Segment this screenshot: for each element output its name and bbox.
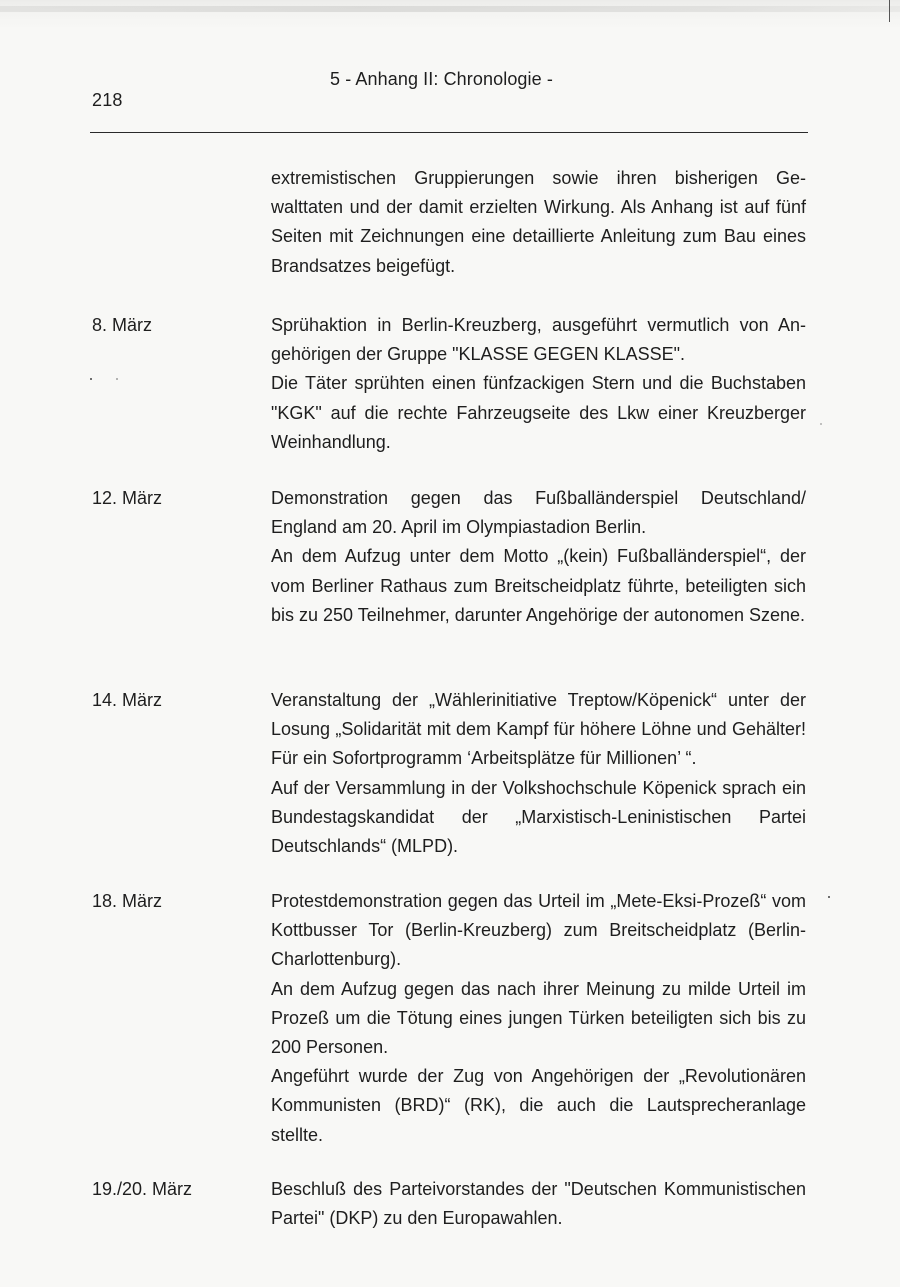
entry-date: 18. März <box>92 891 163 911</box>
continuation-text <box>271 164 806 281</box>
entry-text <box>271 887 806 1150</box>
entry-paragraph: Protestdemonstration gegen das Urteil im „Mete-Eksi-Prozeß“ vom Kottbusser Tor (Berlin-Kreuzberg) zum Breitscheidplatz (Berlin-Charlottenburg). <box>271 891 806 970</box>
entry-paragraph: Die Täter sprühten einen fünfzackigen Stern und die Buchstaben "KGK" auf die rechte Fahrzeugseite des Lkw einer Kreuzberger Weinhandlung. <box>271 373 806 452</box>
entry-paragraph: Beschluß des Parteivorstandes der "Deutschen Kommunistischen Partei" (DKP) zu den Europawahlen. <box>271 1179 806 1229</box>
entry-paragraph: Angeführt wurde der Zug von Angehörigen der „Revolutionären Kommunisten (BRD)“ (RK), die auch die Lautsprecheranlage stellte. <box>271 1066 806 1145</box>
entry-text <box>271 686 806 861</box>
entry-text <box>271 1175 806 1233</box>
entry-paragraph: Sprühaktion in Berlin-Kreuzberg, ausgeführt vermutlich von Angehörigen der Gruppe "KLASSE GEGEN KLASSE". <box>271 315 806 365</box>
entry-paragraph: An dem Aufzug gegen das nach ihrer Meinung zu milde Urteil im Prozeß um die Tötung eines jungen Türken beteiligten sich bis zu 200 Personen. <box>271 978 806 1058</box>
scan-speck <box>90 378 92 380</box>
scan-speck <box>828 896 830 898</box>
scan-mark-right <box>889 0 890 22</box>
entry-paragraph: Demonstration gegen das Fußballänderspiel Deutschland/ England am 20. April im Olympiastadion Berlin. <box>271 488 806 538</box>
running-head: 5 - Anhang II: Chronologie - <box>330 69 553 89</box>
entry-date: 19./20. März <box>92 1179 193 1199</box>
scan-speck <box>116 378 118 380</box>
scan-shadow-top <box>0 6 900 12</box>
entry-date: 14. März <box>92 690 163 710</box>
entry-date: 8. März <box>92 315 153 335</box>
entry-date: 12. März <box>92 488 163 508</box>
header-rule <box>90 132 808 133</box>
entry-paragraph: An dem Aufzug unter dem Motto „(kein) Fußballänderspiel“, der vom Berliner Rathaus zum Breitscheidplatz führte, beteiligten sich bis zu 250 Teilnehmer, darunter Angehörige der autonomen Szene. <box>271 546 806 625</box>
entry-text <box>271 311 806 457</box>
entry-paragraph: Auf der Versammlung in der Volkshochschule Köpenick sprach ein Bundestagskandidat der „Marxistisch-Leninistischen Partei Deutschlands“ (MLPD). <box>271 777 806 857</box>
entry-text <box>271 484 806 630</box>
continuation-paragraph: extremistischen Gruppierungen sowie ihren bisherigen Gewalttaten und der damit erzielten Wirkung. Als Anhang ist auf fünf Seiten mit Zeichnungen eine detaillierte Anleitung zum Bau eines Brandsatzes beigefügt. <box>271 168 806 276</box>
scan-speck <box>820 423 822 425</box>
entry-paragraph: Veranstaltung der „Wählerinitiative Treptow/Köpenick“ unter der Losung „Solidarität mit dem Kampf für höhere Löhne und Gehälter! Für ein Sofortprogramm ‘Arbeitsplätze für Millionen’ “. <box>271 690 806 769</box>
page-number: 218 <box>92 90 123 110</box>
